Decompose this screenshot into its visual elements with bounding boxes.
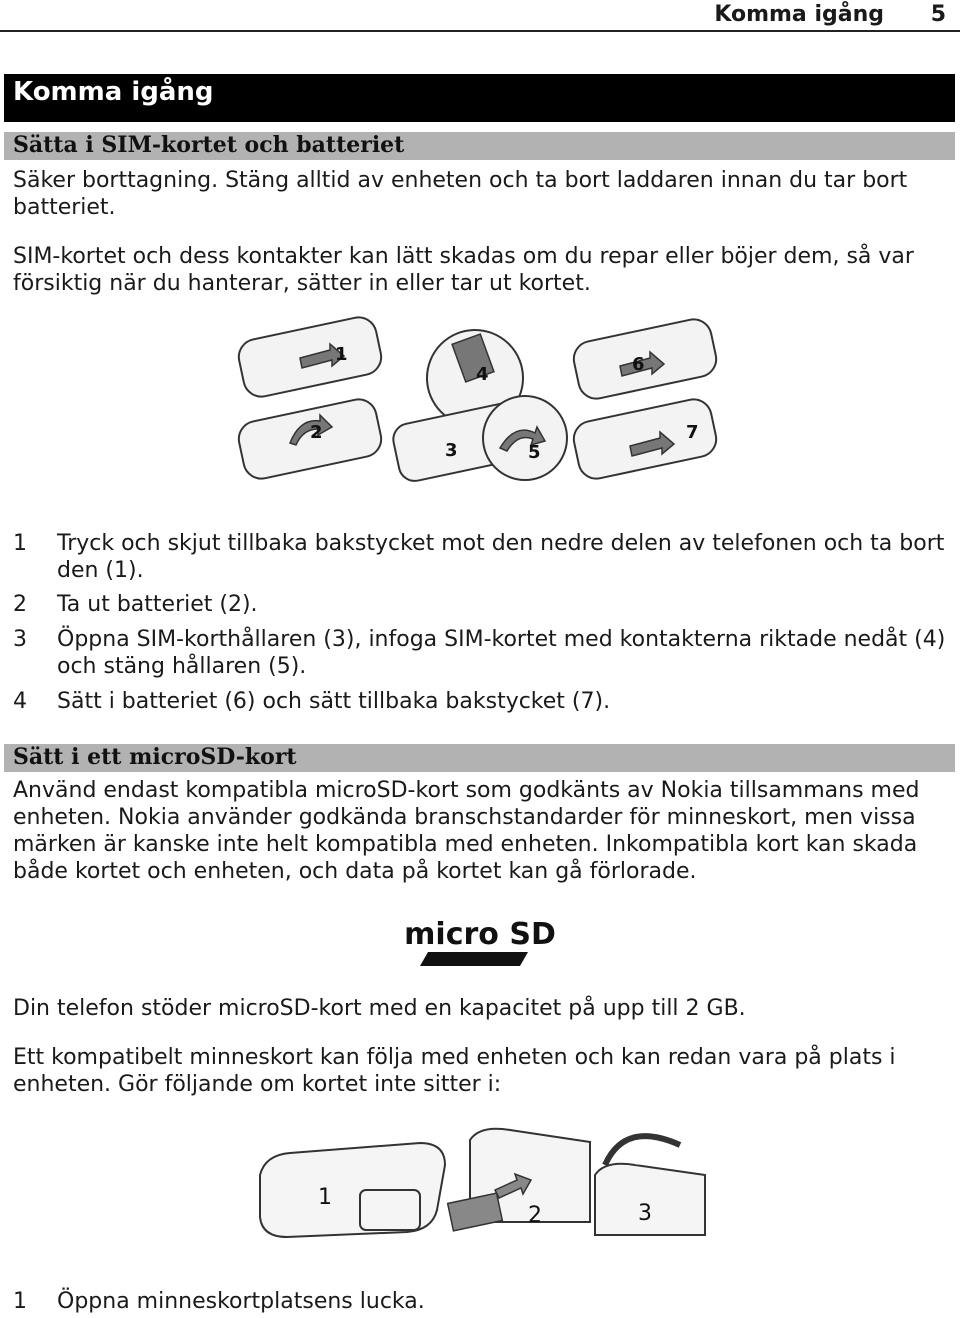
page-number: 5 bbox=[930, 2, 946, 27]
capacity-note: Din telefon stöder microSD-kort med en kapacitet på upp till 2 GB. bbox=[13, 996, 746, 1021]
section-heading-sim bbox=[4, 132, 955, 160]
step-text: Ta ut batteriet (2). bbox=[57, 592, 258, 617]
figure-label: 4 bbox=[476, 364, 489, 385]
microsd-logo bbox=[404, 908, 556, 970]
step-number: 1 bbox=[13, 1289, 27, 1314]
section-title-sim: Sätta i SIM-kortet och batteriet bbox=[13, 132, 405, 158]
section-title-microsd: Sätt i ett microSD-kort bbox=[13, 744, 297, 770]
figure-label: 1 bbox=[318, 1185, 332, 1210]
step-number: 2 bbox=[13, 592, 27, 617]
figure-label: 7 bbox=[686, 422, 699, 443]
step-text: Öppna SIM-korthållaren (3), infoga SIM-kortet med kontakterna riktade nedåt (4) och stäng hållaren (5). bbox=[57, 627, 946, 679]
step-number: 3 bbox=[13, 627, 27, 652]
step-text: Öppna minneskortplatsens lucka. bbox=[57, 1289, 425, 1314]
sim-battery-illustration bbox=[230, 318, 730, 488]
figure-label: 6 bbox=[632, 354, 645, 375]
figure-label: 2 bbox=[528, 1203, 542, 1228]
open-arrow-icon bbox=[605, 1136, 680, 1165]
microsd-card-icon bbox=[448, 1193, 503, 1231]
sim-warning-note: SIM-kortet och dess kontakter kan lätt skadas om du repar eller böjer dem, så var försiktig när du hanterar, sätter in eller tar ut kortet. bbox=[13, 244, 914, 296]
microsd-logo-text: micro SD bbox=[404, 917, 556, 952]
figure-label: 3 bbox=[445, 440, 458, 461]
figure-label: 3 bbox=[638, 1201, 652, 1226]
figure-label: 5 bbox=[528, 442, 541, 463]
step-number: 1 bbox=[13, 531, 27, 556]
chapter-title: Komma igång bbox=[13, 77, 214, 107]
step-text: Tryck och skjut tillbaka bakstycket mot den nedre delen av telefonen och ta bort den (1). bbox=[57, 531, 945, 583]
microsd-illustration bbox=[250, 1120, 710, 1245]
microsd-intro: Använd endast kompatibla microSD-kort som godkänts av Nokia tillsammans med enheten. Nokia använder godkända branschstandarder för minneskort, men vissa märken är kanske inte helt kompatibla med enheten. Inkompatibla kort kan skada både kortet och enheten, och data på kortet kan gå förlorade. bbox=[13, 778, 920, 884]
safe-removal-note: Säker borttagning. Stäng alltid av enheten och ta bort laddaren innan du tar bort batteriet. bbox=[13, 168, 908, 220]
phone-keypad bbox=[360, 1190, 420, 1230]
compatible-card-note: Ett kompatibelt minneskort kan följa med enheten och kan redan vara på plats i enheten. Gör följande om kortet inte sitter i: bbox=[13, 1045, 896, 1097]
figure-label: 1 bbox=[335, 344, 348, 365]
running-title: Komma igång bbox=[714, 2, 884, 27]
running-header bbox=[0, 0, 960, 32]
chapter-bar bbox=[4, 74, 955, 122]
step-text: Sätt i batteriet (6) och sätt tillbaka bakstycket (7). bbox=[57, 689, 611, 714]
figure-label: 2 bbox=[310, 422, 323, 443]
section-heading-microsd bbox=[4, 744, 955, 772]
step-number: 4 bbox=[13, 689, 27, 714]
